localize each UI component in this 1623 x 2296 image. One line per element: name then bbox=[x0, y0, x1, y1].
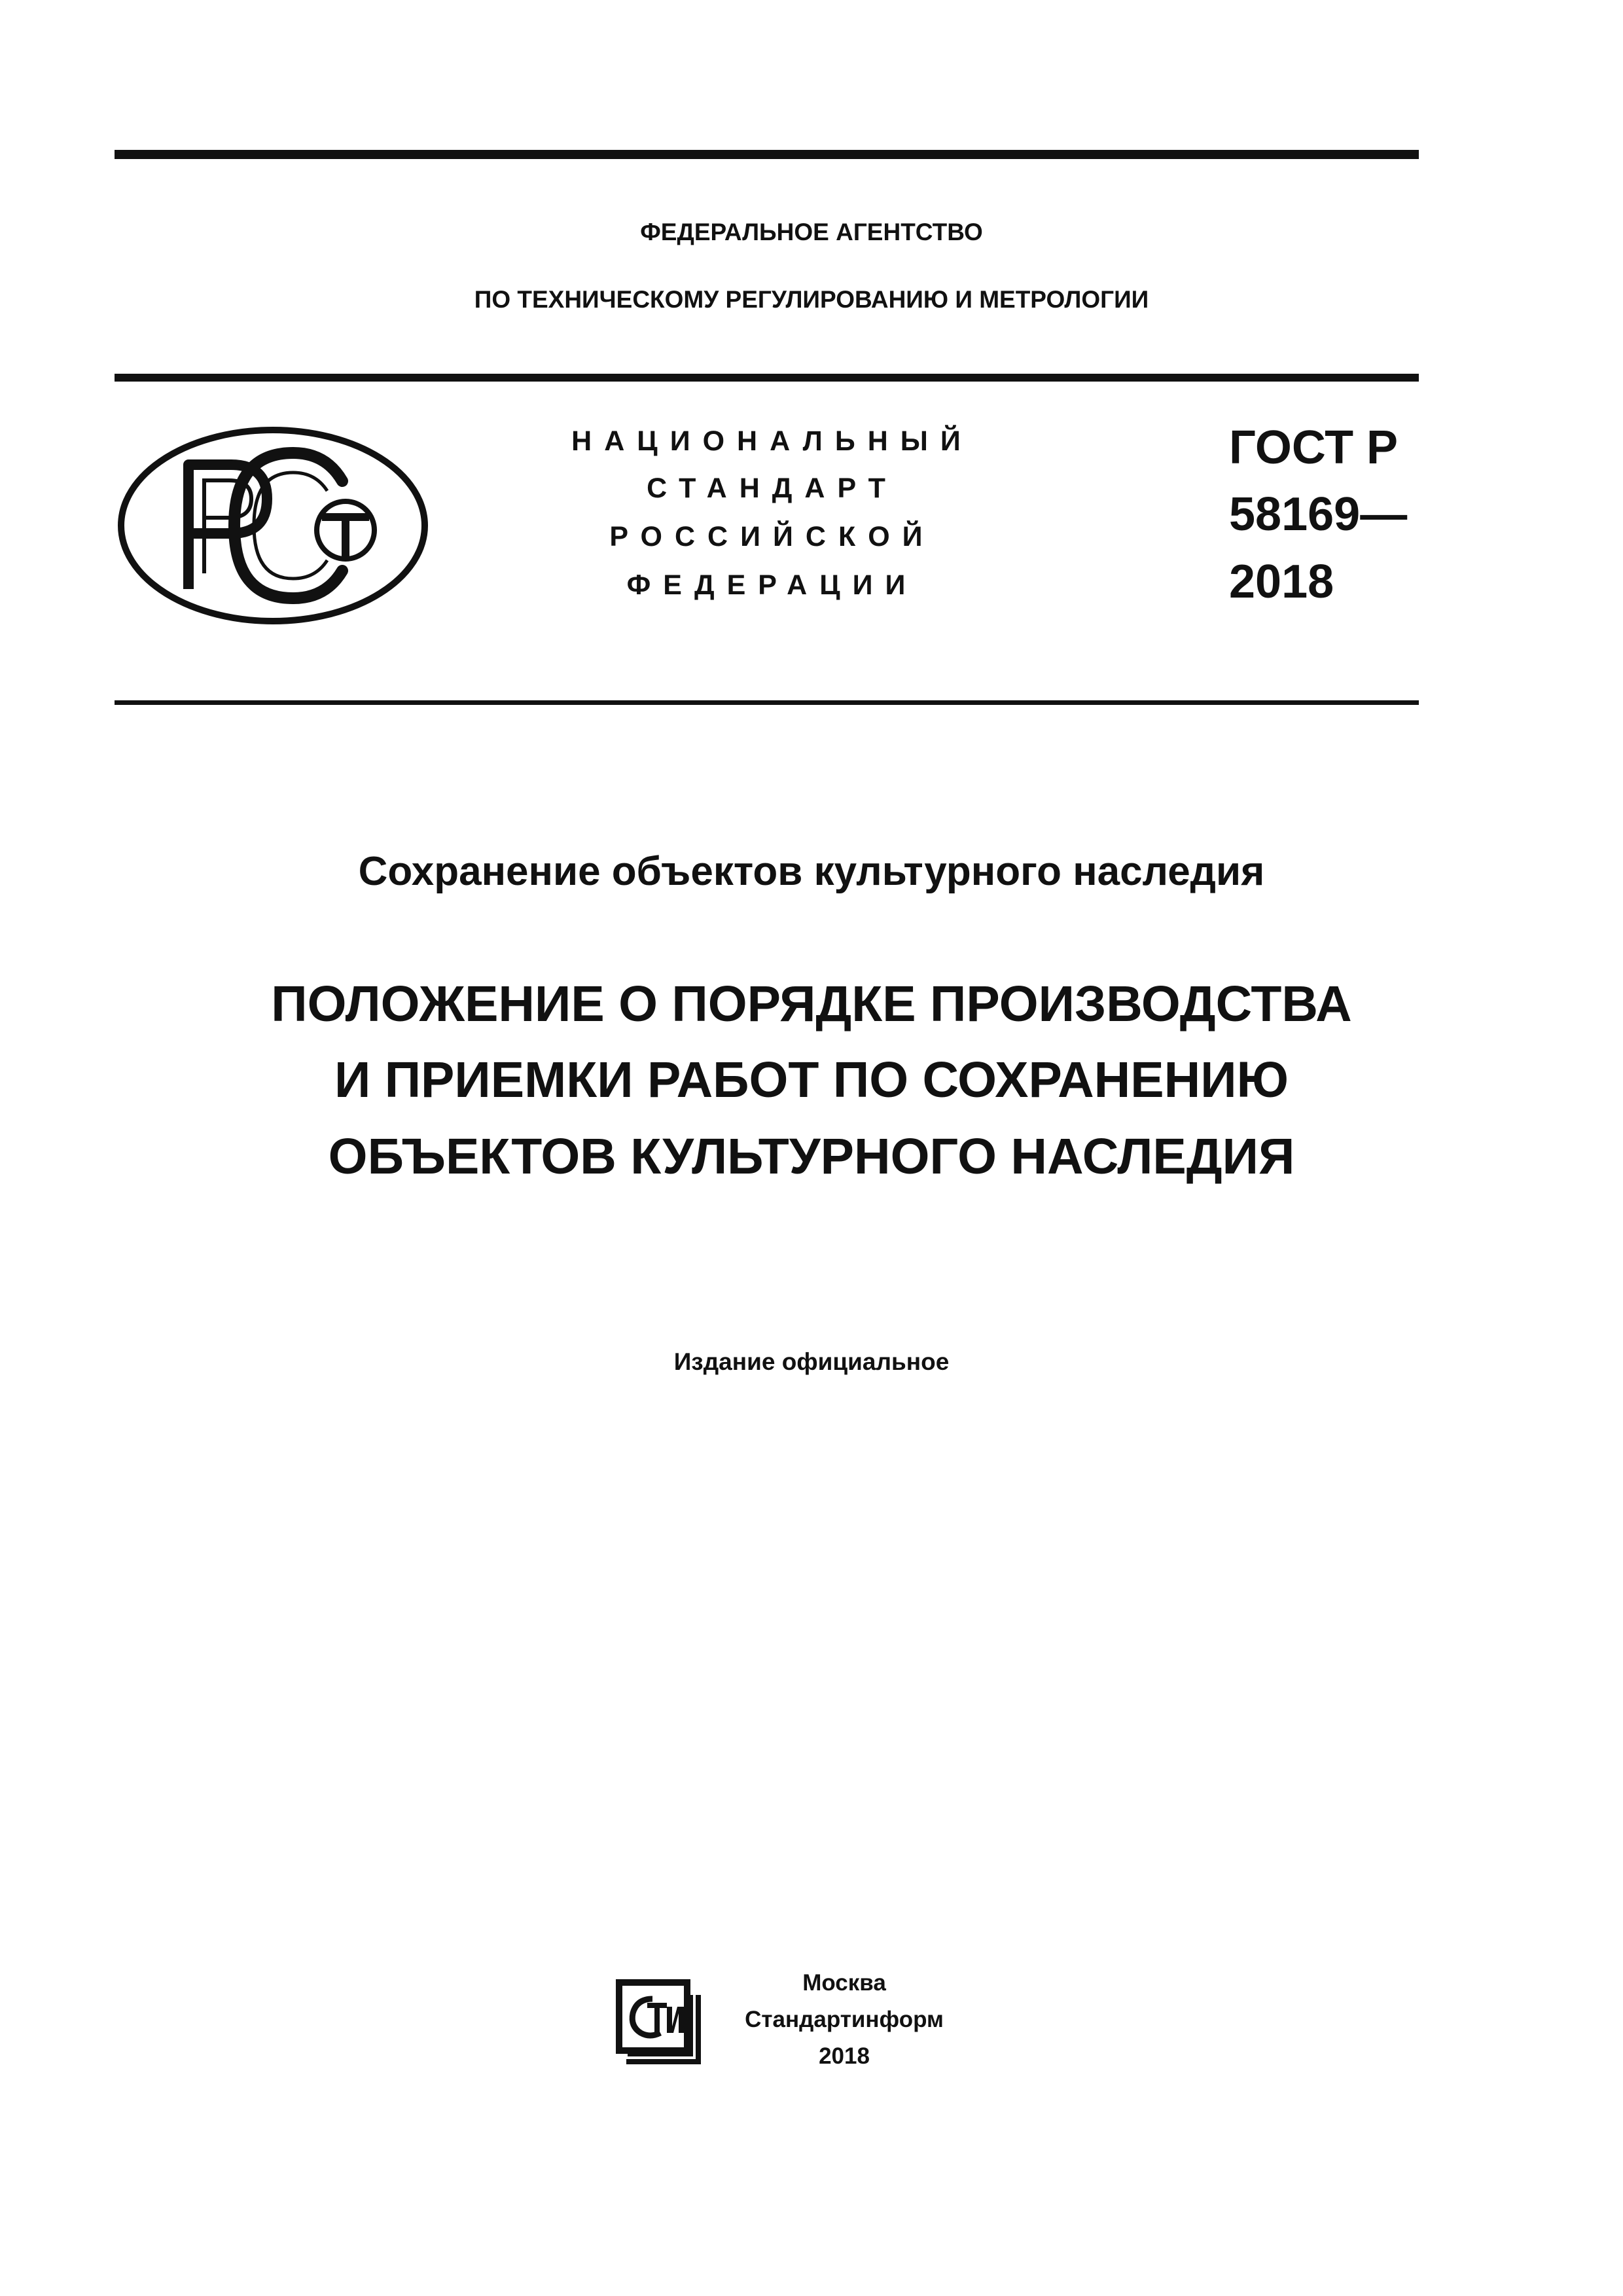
gost-designation-line-3: 2018 bbox=[1229, 556, 1334, 608]
gost-designation-line-2: 58169— bbox=[1229, 488, 1408, 541]
gost-r-certification-logo-icon bbox=[116, 425, 429, 626]
document-subtitle: Сохранение объектов культурного наследия bbox=[358, 849, 1265, 894]
national-standard-line-4: ФЕДЕРАЦИИ bbox=[626, 569, 918, 601]
gost-designation-line-1: ГОСТ Р bbox=[1229, 422, 1399, 474]
agency-name-line-2: ПО ТЕХНИЧЕСКОМУ РЕГУЛИРОВАНИЮ И МЕТРОЛОГИИ bbox=[474, 286, 1149, 313]
standartinform-logo-icon bbox=[613, 1977, 704, 2067]
document-title-line-2: И ПРИЕМКИ РАБОТ ПО СОХРАНЕНИЮ bbox=[334, 1052, 1289, 1108]
top-rule bbox=[115, 150, 1419, 159]
national-standard-line-3: РОССИЙСКОЙ bbox=[609, 521, 935, 552]
middle-rule bbox=[115, 374, 1419, 382]
document-title-line-3: ОБЪЕКТОВ КУЛЬТУРНОГО НАСЛЕДИЯ bbox=[328, 1128, 1295, 1185]
agency-name-line-1: ФЕДЕРАЛЬНОЕ АГЕНТСТВО bbox=[640, 219, 983, 245]
publisher-name: Стандартинформ bbox=[745, 2007, 944, 2032]
bottom-rule bbox=[115, 700, 1419, 705]
document-title-line-1: ПОЛОЖЕНИЕ О ПОРЯДКЕ ПРОИЗВОДСТВА bbox=[271, 976, 1352, 1032]
national-standard-line-2: СТАНДАРТ bbox=[647, 473, 898, 504]
publication-year: 2018 bbox=[819, 2043, 870, 2069]
national-standard-line-1: НАЦИОНАЛЬНЫЙ bbox=[571, 425, 973, 457]
edition-note: Издание официальное bbox=[673, 1348, 950, 1375]
publisher-city: Москва bbox=[802, 1970, 886, 1996]
